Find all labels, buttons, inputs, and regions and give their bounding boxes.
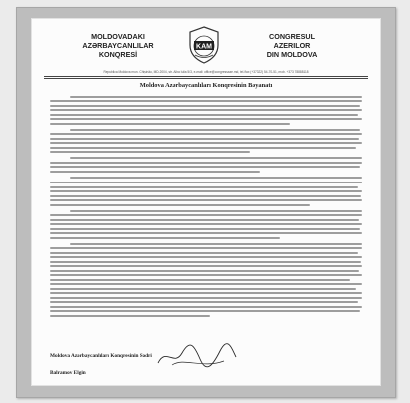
- right-org-line-3: DIN MOLDOVA: [266, 50, 318, 59]
- organization-logo-icon: [182, 25, 226, 65]
- text-line: [50, 261, 361, 263]
- letterhead-rule-thin: [44, 78, 368, 79]
- text-line: [70, 96, 362, 98]
- text-line: [50, 306, 362, 308]
- text-line: [50, 182, 362, 184]
- text-line: [50, 315, 210, 317]
- text-line: [50, 166, 360, 168]
- text-line: [50, 223, 362, 225]
- signature-scribble: [154, 341, 240, 371]
- text-line: [50, 147, 356, 149]
- text-line: [50, 190, 362, 192]
- text-line: [50, 232, 362, 234]
- text-line: [50, 142, 362, 144]
- signatory-position: Moldova Azərbaycanlıları Konqresinin Sədri: [50, 353, 152, 359]
- text-line: [50, 274, 362, 276]
- text-line: [70, 157, 362, 159]
- text-line: [50, 162, 362, 164]
- letter-body-text: [50, 96, 362, 319]
- right-org-line-2: AZERILOR: [273, 41, 311, 50]
- left-org-line-1: MOLDOVADAKI: [91, 32, 145, 41]
- text-line: [50, 114, 358, 116]
- text-line: [50, 118, 362, 120]
- text-line: [50, 237, 280, 239]
- left-org-line-2: AZƏRBAYCANLILAR: [82, 41, 154, 50]
- text-line: [50, 247, 362, 249]
- text-line: [50, 133, 362, 135]
- text-line: [50, 219, 359, 221]
- text-line: [70, 177, 362, 179]
- text-line: [50, 171, 260, 173]
- text-line: [50, 265, 362, 267]
- text-line: [50, 283, 362, 285]
- text-line: [70, 129, 360, 131]
- text-line: [50, 105, 360, 107]
- text-line: [50, 109, 362, 111]
- text-line: [50, 288, 356, 290]
- signatory-name: Balramov Elgin: [50, 370, 86, 376]
- letterhead-address: Republica Moldova mun. Chișinău, MD-2004, str. Alba Iulia 5/3, e-mail: office@congressaze.md, tel./fax (+37322) 54-70-51, mob. +373 78888118: [103, 70, 309, 74]
- right-org-line-1: CONGRESUL: [269, 32, 315, 41]
- text-line: [70, 243, 362, 245]
- text-line: [50, 297, 362, 299]
- text-line: [50, 256, 362, 258]
- text-line: [50, 195, 361, 197]
- text-line: [50, 292, 362, 294]
- text-line: [50, 138, 359, 140]
- letterhead-rule: [44, 76, 368, 77]
- text-line: [50, 151, 250, 153]
- text-line: [50, 252, 358, 254]
- text-line: [50, 270, 359, 272]
- text-line: [50, 301, 358, 303]
- text-line: [50, 279, 350, 281]
- text-line: [50, 310, 360, 312]
- letterhead-left-org: [58, 32, 178, 59]
- text-line: [50, 100, 362, 102]
- logo-text: KAM: [196, 43, 212, 51]
- text-line: [50, 186, 358, 188]
- text-line: [50, 199, 362, 201]
- text-line: [50, 228, 360, 230]
- text-line: [50, 123, 290, 125]
- text-line: [50, 204, 310, 206]
- letter-title: Moldova Azərbaycanlıları Konqresinin Bəyanatı: [139, 82, 273, 89]
- left-org-line-3: KONQRESİ: [98, 50, 138, 59]
- text-line: [70, 210, 362, 212]
- letter-page: [31, 18, 381, 386]
- letterhead-right-org: [232, 32, 352, 59]
- text-line: [50, 214, 362, 216]
